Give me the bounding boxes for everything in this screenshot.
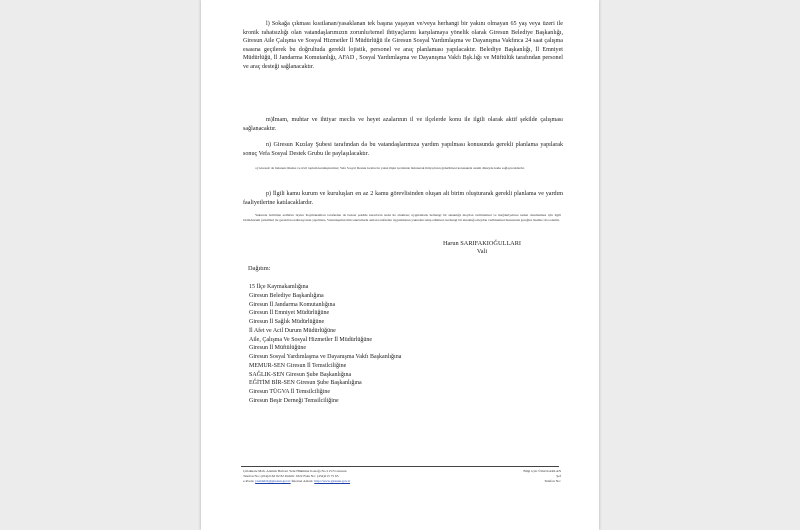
distribution-item: İl Afet ve Acil Durum Müdürlüğüne	[249, 327, 336, 334]
footer-info-phone: Telefon No:	[544, 479, 561, 484]
distribution-item: Giresun İl Emniyet Müdürlüğüne	[249, 310, 330, 317]
paragraph-o: o) Giresun' da bulunan Okulas ve sivil toplum kuruluşlarımız; Vefa Sosyal Destek Grubu ile yakın ilişki içerisinde bulunarak ihtiyaçların giderilmesi konusunda azami düzeyde katkı sağlayacaklardır.	[255, 166, 525, 170]
signatory-name: Harun SARIFAKIOĞULLARI	[442, 240, 522, 247]
footer-eposta-label: e-Posta:	[243, 479, 255, 484]
distribution-item: MEMUR-SEN Giresun İl Temsilciliğine	[249, 362, 347, 369]
footer-info-role: Şef	[556, 474, 561, 479]
closing-paragraph: Yukarıda belirtilen tedbirler ilçeler Kaymakamları tarafından da benzer şekilde kararların tesisi ile alınması; uygulamada herhangi bir aksaklığa meydan verilmemesi ve mağduriyetlere neden olunmaması için ilgili birim/kurum yetkilileri ile gerekli koordinasyonun yapılması, Vatandaşımın tüm sınırlamada anılan tarafından uygulamanın yakından takip edilmesi, herhangi bir aksaklığa meydan verilmemesi hususunda gereğini önemle rica ederim.	[243, 213, 561, 222]
distribution-item: EĞİTİM BİR-SEN Giresun Şube Başkanlığına	[249, 380, 362, 387]
distribution-item: Aile, Çalışma Ve Sosyal Hizmetler İl Müdürlüğüne	[249, 336, 373, 343]
distribution-item: SAĞLIK-SEN Giresun Şube Başkanlığına	[249, 371, 352, 378]
footer-email-link[interactable]: yazidebrl@giresun.gov.tr	[255, 479, 291, 484]
distribution-item: Giresun Belediye Başkanlığına	[249, 292, 324, 299]
distribution-item: Giresun İl Müftülüğüne	[249, 345, 306, 352]
distribution-item: Giresun İl Sağlık Müdürlüğüne	[249, 319, 325, 325]
footer-contact	[243, 469, 350, 485]
distribution-heading: Dağıtım:	[248, 265, 271, 272]
footer-info	[523, 469, 561, 485]
distribution-item: 15 İlçe Kaymakamlığına	[249, 284, 309, 290]
distribution-item: Giresun Sosyal Yardımlaşma ve Dayanışma Vakfı Başkanlığına	[249, 354, 402, 360]
paragraph-m: m)İmam, muhtar ve ihtiyar meclis ve heyet azalarının il ve ilçelerde konu ile ilgili olarak aktif şekilde çalışması sağlanacaktır.	[243, 117, 563, 132]
footer-divider	[241, 466, 559, 467]
signature-block	[427, 240, 537, 257]
paragraph-n: n) Giresun Kızılay Şubesi tarafından da bu vatandaşlarımıza yardım yapılması konusunda gerekli planlama yapılarak sonuç Vefa Sosyal Destek Grubu ile paylaşılacaktır.	[243, 142, 563, 157]
signatory-title: Vali	[476, 248, 488, 256]
footer-info-contact: Bilgi için: Ümit KARLAN	[523, 469, 561, 473]
footer-web-line	[243, 479, 350, 484]
distribution-item: Giresun İl Jandarma Komutanlığına	[249, 301, 336, 308]
paragraph-l: l) Sokağa çıkması kısıtlanan/yasaklanan tek başına yaşayan ve/veya herhangi bir yakını olmayan 65 yaş veya üzeri ile kronik rahatsızlığı olan vatandaşlarımızın zorunlu/temel ihtiyaçlarını karşılamaya yönelik olarak Giresun Belediye Başkanlığı, Giresun Aile Çalışma ve Sosyal Hizmetler İl Müdürlüğü ile Giresun Sosyal Yardımlaşma ve Dayanışma Vakfınca 24 saat çalışma esasına geçilerek bu doğrultuda gerekli lojistik, personel ve araç planlaması yapılacaktır. Belediye Başkanlığı, İl Emniyet Müdürlüğü, İl Jandarma Komutanlığı, AFAD , Sosyal Yardımlaşma ve Dayanışma Vakfı Bşk.lığı ve Müftülük tarafından personel ve araç desteği sağlanacaktır.	[243, 21, 563, 70]
distribution-list	[249, 283, 401, 406]
footer-internet-label: İnternet Adresi:	[291, 479, 314, 484]
footer-address: Çıtlakkale Mah. Atatürk Bulvarı Yeni Hükümet Konağı No:115/3 Giresun	[243, 469, 347, 473]
document-page	[201, 0, 599, 530]
distribution-item: Giresun TÜGVA İl Temsilciliğine	[249, 389, 331, 395]
footer-phone: Telefon No: (454)2162 82 82 Dahili: 1822 Faks No: (454)215 75 65	[243, 474, 339, 479]
paragraph-p: p) İlgili kamu kurum ve kuruluşları en az 2 kamu görevlisinden oluşan alt birim oluşturarak gerekli planlama ve yardım faaliyetlerine katılacaklardır.	[243, 191, 563, 206]
distribution-item: Giresun Beşir Derneği Temsilciliğine	[249, 397, 339, 404]
footer-website-link[interactable]: http://www.giresun.gov.tr	[314, 479, 351, 484]
